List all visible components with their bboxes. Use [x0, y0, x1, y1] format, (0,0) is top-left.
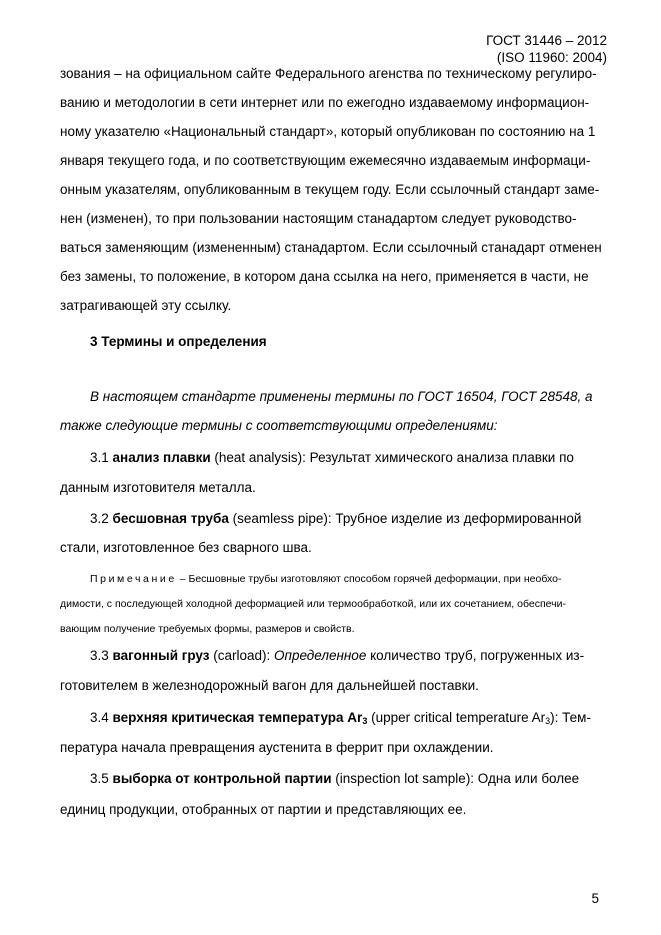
- term-3-3-cont: готовителем в железнодорожный вагон для дальнейшей поставки.: [60, 678, 479, 693]
- term-3-2: [90, 511, 581, 527]
- section-heading: 3 Термины и определения: [90, 334, 267, 349]
- term-3-2-cont: стали, изготовленное без сварного шва.: [60, 540, 312, 555]
- term-3-5-cont: единиц продукции, отобранных от партии и представляющих ее.: [60, 802, 467, 817]
- term-definition: (seamless pipe): Трубное изделие из деформированной: [228, 511, 582, 526]
- note-text: – Бесшовные трубы изготовляют способом горячей деформации, при необхо-: [176, 573, 562, 585]
- term-number: 3.4: [90, 710, 113, 725]
- term-subscript: 3: [545, 716, 551, 726]
- note-line: вающим получение требуемых формы, размеров и свойств.: [60, 623, 355, 635]
- note-line: [90, 573, 561, 586]
- intro-line: ванию и методологии в сети интернет или по ежегодно издаваемому информацион-: [60, 95, 590, 110]
- term-definition: (inspection lot sample): Одна или более: [331, 771, 580, 786]
- section-intro-line: также следующие термины с соответствующими определениями:: [60, 418, 498, 433]
- term-number: 3.1: [90, 450, 113, 465]
- term-3-5: [90, 771, 579, 787]
- term-3-1-cont: данным изготовителя металла.: [60, 480, 256, 495]
- intro-line: ному указателю «Национальный стандарт», который опубликован по состоянию на 1: [60, 124, 596, 139]
- term-name: вагонный груз: [112, 648, 210, 663]
- term-english: (upper critical temperature Ar: [367, 710, 546, 725]
- term-name: бесшовная труба: [112, 511, 229, 526]
- intro-line: нен (изменен), то при пользовании настоящим станадартом следует руководство-: [60, 211, 577, 226]
- term-definition: (heat analysis): Результат химического анализа плавки по: [210, 450, 574, 465]
- intro-line: затрагивающей эту ссылку.: [60, 298, 232, 313]
- term-name: выборка от контрольной партии: [112, 771, 332, 786]
- term-number: 3.3: [90, 648, 113, 663]
- term-subscript: 3: [362, 716, 368, 726]
- page-number: 5: [591, 891, 599, 906]
- term-definition: количество труб, погруженных из-: [366, 648, 585, 663]
- note-label: Примечание: [90, 573, 177, 585]
- header-standard-code: ГОСТ 31446 – 2012: [486, 33, 607, 48]
- header-iso-code: (ISO 11960: 2004): [496, 50, 607, 65]
- intro-line: без замены, то положение, в котором дана ссылка на него, применяется в части, не: [60, 269, 589, 284]
- term-name: анализ плавки: [112, 450, 211, 465]
- term-3-4-cont: пература начала превращения аустенита в феррит при охлаждении.: [60, 740, 494, 755]
- section-intro-line: В настоящем стандарте применены термины по ГОСТ 16504, ГОСТ 28548, а: [90, 389, 593, 404]
- term-3-4: [90, 710, 591, 726]
- term-english: (carload):: [209, 648, 275, 663]
- term-definition: ): Тем-: [550, 710, 591, 725]
- intro-line: зования – на официальном сайте Федерального агенства по техническому регулиро-: [60, 66, 597, 81]
- note-line: димости, с последующей холодной деформацией или термообработкой, или их сочетанием, обеспечи-: [60, 598, 566, 610]
- term-3-1: [90, 450, 574, 466]
- term-italic-word: Определенное: [274, 648, 367, 663]
- intro-line: ваться заменяющим (измененным) станадартом. Если ссылочный станадарт отменен: [60, 240, 602, 255]
- intro-line: онным указателям, опубликованным в текущем году. Если ссылочный стандарт заме-: [60, 182, 600, 197]
- term-number: 3.2: [90, 511, 113, 526]
- intro-line: января текущего года, и по соответствующим ежемесячно издаваемым информаци-: [60, 153, 591, 168]
- term-name: верхняя критическая температура Ar: [112, 710, 363, 725]
- term-number: 3.5: [90, 771, 113, 786]
- term-3-3: [90, 648, 584, 664]
